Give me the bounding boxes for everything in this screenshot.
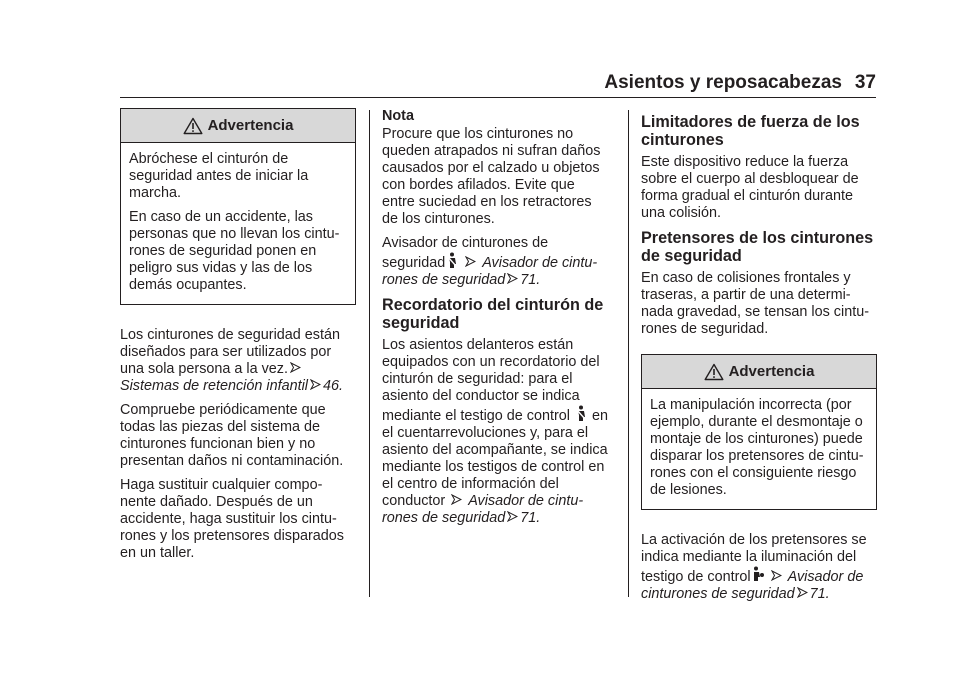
page-header-title: Asientos y reposacabezas [604, 72, 842, 93]
reference-arrow-icon [465, 256, 476, 267]
paragraph: Avisador de cinturones de seguridad Avisador de cintu-rones de seguridad 71. [382, 235, 598, 288]
reference-arrow-icon [310, 379, 321, 390]
warning-triangle-icon [704, 363, 724, 381]
reference-arrow-icon [771, 570, 782, 581]
reference-arrow-icon [451, 494, 462, 505]
header-rule [120, 97, 876, 98]
cross-reference-link[interactable]: Avisador de cintu-rones de seguridad [382, 493, 584, 526]
paragraph: En caso de colisiones frontales y traseras, a partir de una determi-nada gravedad, se tensan los cintu-rones de seguridad. [641, 270, 870, 337]
paragraph: Los cinturones de seguridad están diseñados para ser utilizados por una sola persona a la vez. Sistemas de retención infantil 46. [120, 327, 343, 394]
seatbelt-warning-icon [446, 252, 458, 269]
cross-reference-page[interactable]: 71 [520, 272, 537, 288]
paragraph: La activación de los pretensores se indica mediante la iluminación del testigo de control Avisador de cinturones de seguridad 71. [641, 532, 867, 602]
note-text: Procure que los cinturones no queden atrapados ni sufran daños causados por el calzado u objetos con bordes afilados. Evite que entre suciedad en los retractores de los cinturones. [382, 126, 601, 227]
cross-reference-page[interactable]: 46 [322, 378, 339, 394]
warning-title: Advertencia [728, 363, 815, 380]
column-middle [382, 108, 610, 534]
page-number: 37 [854, 72, 876, 93]
cross-reference-link[interactable]: Avisador de cinturones de seguridad [641, 569, 864, 602]
column-right [641, 108, 877, 610]
warning-header [642, 355, 876, 389]
warning-text: La manipulación incorrecta (por ejemplo, durante el desmontaje o montaje de los cinturones) puede disparar los pretensores de cintu-rones con el consiguiente riesgo de lesiones. [650, 397, 864, 498]
warning-text: En caso de un accidente, las personas que no llevan los cintu-rones de seguridad ponen en peligro sus vidas y las de los demás ocupantes. [129, 209, 340, 293]
cross-reference-page[interactable]: 71 [809, 586, 826, 602]
warning-text: Abróchese el cinturón de seguridad antes de iniciar la marcha. [129, 151, 309, 201]
paragraph: Los asientos delanteros están equipados con un recordatorio del cinturón de seguridad: para el asiento del conductor se indica mediante el testigo de control en el cuentarrevoluciones y, para el asiento del acompañante, se indica mediante los testigos de control en el centro de información del conductor Avisador de cintu-rones de seguridad 71. [382, 337, 609, 526]
column-left [120, 108, 356, 569]
paragraph: Haga sustituir cualquier compo-nente dañado. Después de un accidente, haga sustituir los cintu-rones y los pretensores disparados en un taller. [120, 477, 344, 561]
warning-box [120, 108, 356, 305]
paragraph: Este dispositivo reduce la fuerza sobre el cuerpo al desbloquear de forma gradual el cinturón durante una colisión. [641, 154, 859, 221]
note-title: Nota [382, 108, 414, 124]
cross-reference-link[interactable]: Avisador de cintu-rones de seguridad [382, 255, 598, 288]
paragraph: Compruebe periódicamente que todas las piezas del sistema de cinturones funcionan bien y no presentan daños ni contaminación. [120, 402, 344, 469]
airbag-pretensioner-icon [752, 566, 764, 583]
section-heading: Pretensores de los cinturones de seguridad [641, 229, 874, 265]
section-heading: Limitadores de fuerza de los cinturones [641, 113, 860, 149]
warning-box [641, 354, 877, 510]
reference-arrow-icon [290, 362, 301, 373]
seatbelt-warning-icon [575, 405, 587, 422]
reference-arrow-icon [507, 273, 518, 284]
cross-reference-link[interactable]: Sistemas de retención infantil [120, 378, 308, 394]
section-heading: Recordatorio del cinturón de seguridad [382, 296, 604, 332]
warning-title: Advertencia [207, 117, 294, 134]
column-divider-left [369, 110, 370, 597]
warning-header [121, 109, 355, 143]
warning-triangle-icon [183, 117, 203, 135]
column-divider-right [628, 110, 629, 597]
reference-arrow-icon [797, 587, 808, 598]
cross-reference-page[interactable]: 71 [520, 510, 537, 526]
reference-arrow-icon [507, 511, 518, 522]
